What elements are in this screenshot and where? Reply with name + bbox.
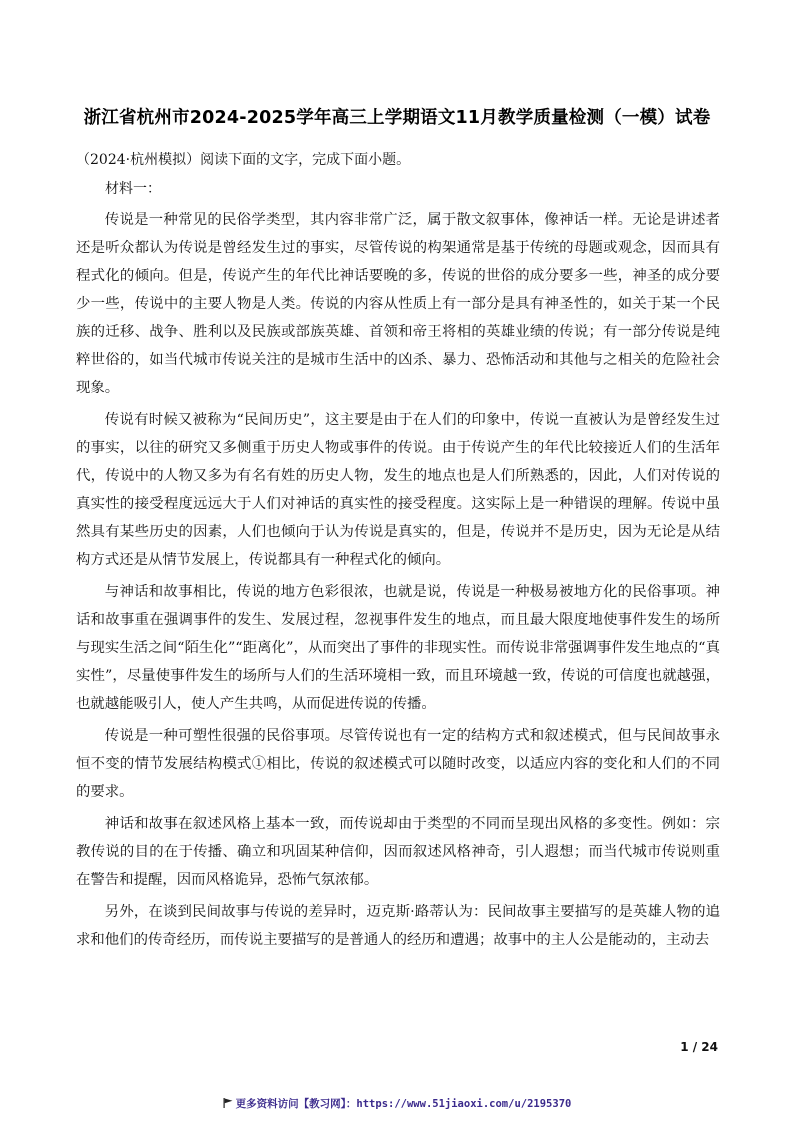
paragraph: 传说是一种常见的民俗学类型，其内容非常广泛，属于散文叙事体，像神话一样。无论是讲述者还是听众都认为传说是曾经发生过的事实，尽管传说的构架通常是基于传统的母题或观念，因而具有程式化的倾向。但是，传说产生的年代比神话要晚的多，传说的世俗的成分要多一些，神圣的成分要少一些，传说中的主要人物是人类。传说的内容从性质上有一部分是具有神圣性的，如关于某一个民族的迁移、战争、胜利以及民族或部族英雄、首领和帝王将相的英雄业绩的传说；有一部分传说是纯粹世俗的，如当代城市传说关注的是城市生活中的凶杀、暴力、恐怖活动和其他与之相关的危险社会现象。 xyxy=(76,212,720,396)
paragraph: 传说有时候又被称为“民间历史”，这主要是由于在人们的印象中，传说一直被认为是曾经发生过的事实，以往的研究又多侧重于历史人物或事件的传说。由于传说产生的年代比较接近人们的生活年代，传说中的人物又多为有名有姓的历史人物，发生的地点也是人们所熟悉的，因此，人们对传说的真实性的接受程度远远大于人们对神话的真实性的接受程度。这实际上是一种错误的理解。传说中虽然具有某些历史的因素，人们也倾向于认为传说是真实的，但是，传说并不是历史，因为无论是从结构方式还是从情节发展上，传说都具有一种程式化的倾向。 xyxy=(76,412,720,568)
paragraph: 另外，在谈到民间故事与传说的差异时，迈克斯·路蒂认为：民间故事主要描写的是英雄人物的追求和他们的传奇经历，而传说主要描写的是普通人的经历和遭遇；故事中的主人公是能动的，主动去 xyxy=(76,904,720,948)
footer-link[interactable] xyxy=(0,1096,794,1111)
paragraph: 传说是一种可塑性很强的民俗事项。尽管传说也有一定的结构方式和叙述模式，但与民间故事永恒不变的情节发展结构模式①相比，传说的叙述模式可以随时改变，以适应内容的变化和人们的不同的要求。 xyxy=(76,728,720,800)
flag-icon xyxy=(223,1098,233,1108)
page-number: 1 / 24 xyxy=(680,1040,718,1054)
section-label: 材料一： xyxy=(105,181,161,197)
page-title: 浙江省杭州市2024-2025学年高三上学期语文11月教学质量检测（一模）试卷 xyxy=(83,108,711,128)
article-body xyxy=(76,206,720,958)
paragraph: 与神话和故事相比，传说的地方色彩很浓，也就是说，传说是一种极易被地方化的民俗事项。神话和故事重在强调事件的发生、发展过程，忽视事件发生的地点，而且最大限度地使事件发生的场所与现实生活之间“陌生化”“距离化”，从而突出了事件的非现实性。而传说非常强调事件发生地点的“真实性”，尽量使事件发生的场所与人们的生活环境相一致，而且环境越一致，传说的可信度也就越强，也就越能吸引人，使人产生共鸣，从而促进传说的传播。 xyxy=(76,584,720,712)
question-intro: （2024·杭州模拟）阅读下面的文字，完成下面小题。 xyxy=(76,152,411,168)
footer-text[interactable]: 更多资料访问【教习网】：https://www.51jiaoxi.com/u/2195370 xyxy=(235,1098,572,1110)
paragraph: 神话和故事在叙述风格上基本一致，而传说却由于类型的不同而呈现出风格的多变性。例如：宗教传说的目的在于传播、确立和巩固某种信仰，因而叙述风格神奇，引人遐想；而当代城市传说则重在警告和提醒，因而风格诡异，恐怖气氛浓郁。 xyxy=(76,816,720,888)
